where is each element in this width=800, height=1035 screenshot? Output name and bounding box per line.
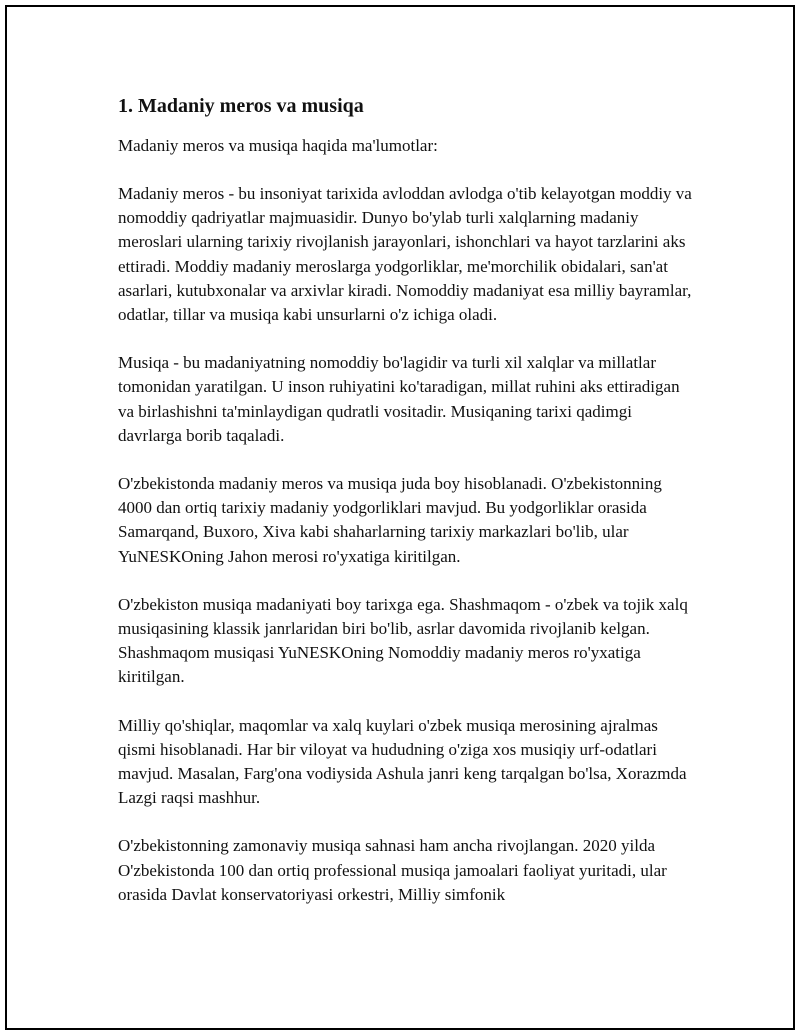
paragraph-folk-songs: Milliy qo'shiqlar, maqomlar va xalq kuylari o'zbek musiqa merosining ajralmas qismi hisoblanadi. Har bir viloyat va hududning o'ziga xos musiqiy urf-odatlari mavjud. Masalan, Farg'ona vodiysida Ashula janri keng tarqalgan bo'lsa, Xorazmda Lazgi raqsi mashhur. xyxy=(118,715,687,808)
paragraph-uzbekistan-heritage: O'zbekistonda madaniy meros va musiqa juda boy hisoblanadi. O'zbekistonning 4000 dan ortiq tarixiy madaniy yodgorliklari mavjud. Bu yodgorliklar orasida Samarqand, Buxoro, Xiva kabi shaharlarning tarixiy markazlari bo'lib, ular YuNESKOning Jahon merosi ro'yxatiga kiritilgan. xyxy=(118,474,662,566)
paragraph-music: Musiqa - bu madaniyatning nomoddiy bo'lagidir va turli xil xalqlar va millatlar tomonidan yaratilgan. U inson ruhiyatini ko'taradigan, millat ruhini aks ettiradigan va birlashishni ta'minlaydigan qudratli vositadir. Musiqaning tarixi qadimgi davrlarga borib taqaladi. xyxy=(118,353,680,445)
paragraph-modern-music: O'zbekistonning zamonaviy musiqa sahnasi ham ancha rivojlangan. 2020 yilda O'zbekistonda 100 dan ortiq professional musiqa jamoalari faoliyat yuritadi, ular orasida Davlat konservatoriyasi orkestri, Milliy simfonik xyxy=(118,836,667,904)
intro-line: Madaniy meros va musiqa haqida ma'lumotlar: xyxy=(118,136,438,155)
paragraph-shashmaqom: O'zbekiston musiqa madaniyati boy tarixga ega. Shashmaqom - o'zbek va tojik xalq musiqasining klassik janrlaridan biri bo'lib, asrlar davomida rivojlanib kelgan. Shashmaqom musiqasi YuNESKOning Nomoddiy madaniy meros ro'yxatiga kiritilgan. xyxy=(118,594,688,687)
section-heading: 1. Madaniy meros va musiqa xyxy=(118,95,364,117)
paragraph-cultural-heritage: Madaniy meros - bu insoniyat tarixida avloddan avlodga o'tib kelayotgan moddiy va nomoddiy qadriyatlar majmuasidir. Dunyo bo'ylab turli xalqlarning madaniy meroslari ularning tarixiy rivojlanish jarayonlari, ishonchlari va hayot tarzlarini aks ettiradi. Moddiy madaniy meroslarga yodgorliklar, me'morchilik obidalari, san'at asarlari, kutubxonalar va arxivlar kiradi. Nomoddiy madaniyat esa milliy bayramlar, odatlar, tillar va musiqa kabi unsurlarni o'z ichiga oladi. xyxy=(118,184,692,325)
document-body xyxy=(118,92,698,931)
